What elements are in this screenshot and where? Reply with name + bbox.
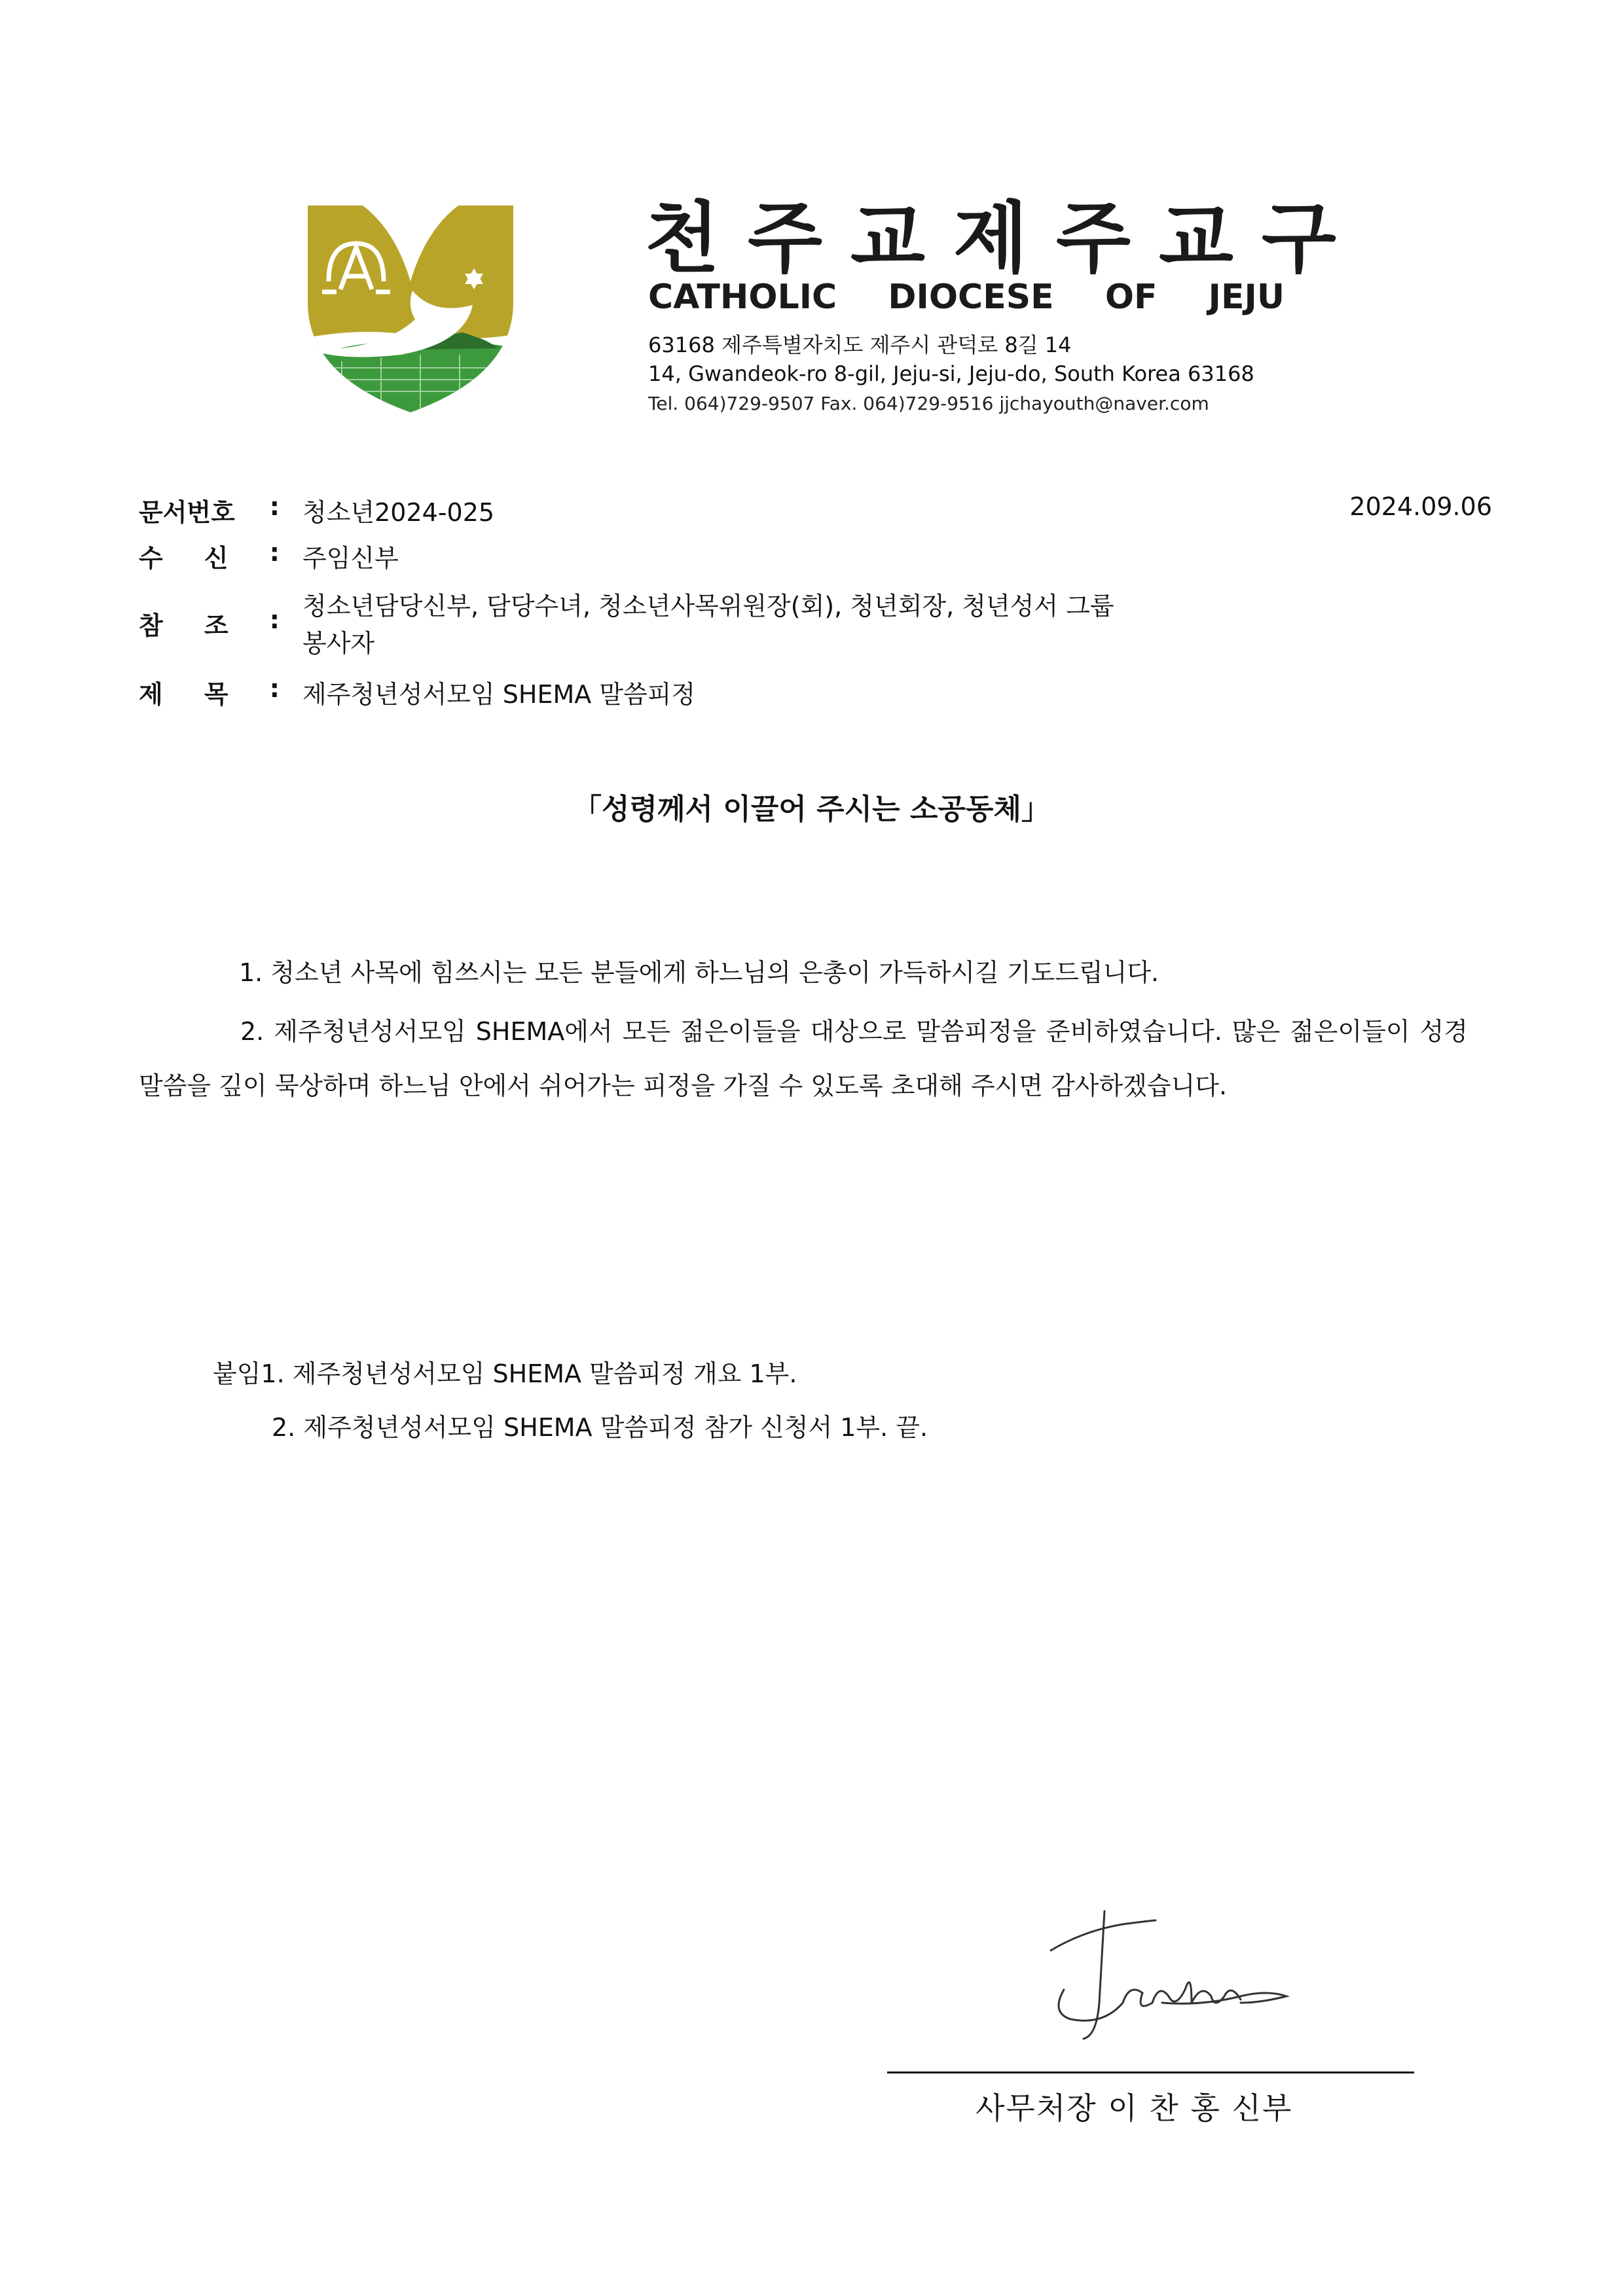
org-en-word: JEJU [1208, 278, 1285, 317]
organization-name-korean: 천주교제주교구 [645, 193, 1364, 283]
doc-number-label-colon: : [269, 492, 280, 521]
reference-value-line2: 봉사자 [302, 629, 375, 658]
doc-number-label [139, 492, 280, 528]
document-title: 「성령께서 이끌어 주시는 소공동체」 [572, 793, 1050, 826]
recipient-label-char: 수 [139, 544, 163, 573]
body-paragraph-1: 1. 청소년 사목에 힘쓰시는 모든 분들에게 하느님의 은총이 가득하시길 기도드립니다. [239, 958, 1159, 987]
attachment-1: 붙임1. 제주청년성서모임 SHEMA 말씀피정 개요 1부. [213, 1359, 797, 1388]
org-en-word: DIOCESE [888, 278, 1054, 317]
subject-label [139, 674, 280, 710]
reference-label-char: 참 [139, 611, 163, 640]
handwritten-signature-icon [1044, 1905, 1293, 2049]
subject-label-char: 제 [139, 680, 163, 709]
recipient-label-char: 신 [204, 544, 228, 573]
reference-label-colon: : [269, 605, 280, 634]
subject-value: 제주청년성서모임 SHEMA 말씀피정 [302, 680, 696, 709]
body-paragraph-2: 2. 제주청년성서모임 SHEMA에서 모든 젊은이들을 대상으로 말씀피정을 준비하였습니다. 많은 젊은이들이 성경 말씀을 깊이 묵상하며 하느님 안에서 쉬어가는 피정을 가질 수 있도록 초대해 주시면 감사하겠습니다. [139, 1017, 1468, 1100]
recipient-label [139, 538, 280, 574]
doc-number-value: 청소년2024-025 [302, 498, 495, 527]
signature-line [887, 2072, 1414, 2073]
attachment-2: 2. 제주청년성서모임 SHEMA 말씀피정 참가 신청서 1부. 끝. [272, 1413, 928, 1442]
org-en-word: CATHOLIC [648, 278, 837, 317]
signer-name: 사무처장 이 찬 홍 신부 [976, 2090, 1293, 2126]
address-english: 14, Gwandeok-ro 8-gil, Jeju-si, Jeju-do, South Korea 63168 [648, 361, 1254, 386]
document-date: 2024.09.06 [1349, 492, 1492, 521]
doc-number-label-text: 문서번호 [139, 498, 235, 527]
reference-value-line1: 청소년담당신부, 담당수녀, 청소년사목위원장(회), 청년회장, 청년성서 그룹 [302, 592, 1114, 620]
recipient-value: 주임신부 [302, 544, 399, 573]
diocese-emblem-icon [302, 204, 519, 414]
org-en-word: OF [1104, 278, 1158, 317]
address-korean: 63168 제주특별자치도 제주시 관덕로 8길 14 [648, 332, 1072, 357]
reference-label [139, 605, 280, 641]
reference-label-char: 조 [204, 611, 228, 640]
contact-info: Tel. 064)729-9507 Fax. 064)729-9516 jjchayouth@naver.com [648, 393, 1209, 414]
recipient-label-colon: : [269, 538, 280, 567]
subject-label-char: 목 [204, 680, 228, 709]
organization-name-english [648, 278, 1285, 317]
subject-label-colon: : [269, 674, 280, 703]
